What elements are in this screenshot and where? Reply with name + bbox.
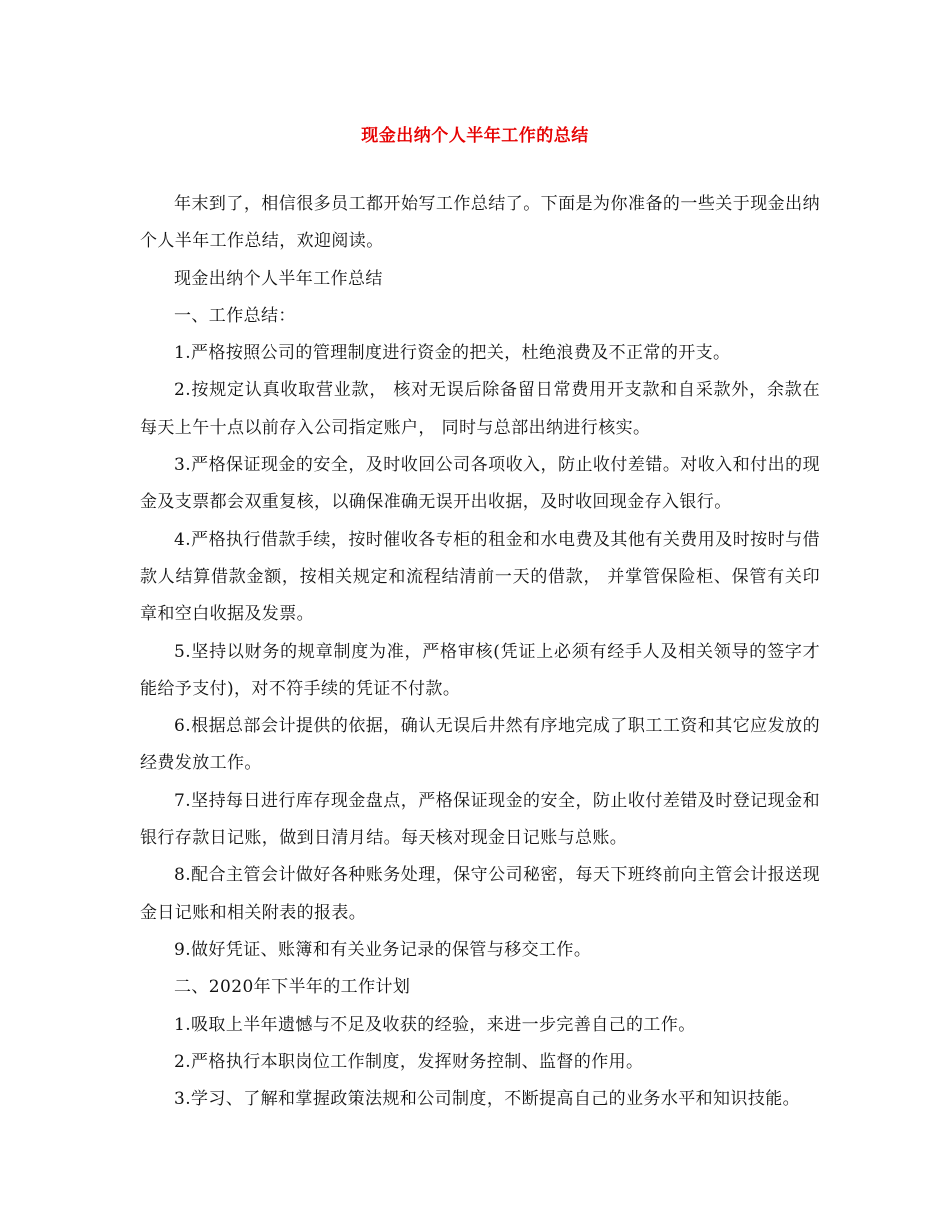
summary-item-3: 3.严格保证现金的安全，及时收回公司各项收入，防止收付差错。对收入和付出的现金及支票都会双重复核，以确保准确无误开出收据，及时收回现金存入银行。 (140, 455, 820, 513)
summary-item-7: 7.坚持每日进行库存现金盘点，严格保证现金的安全，防止收付差错及时登记现金和银行存款日记账，做到日清月结。每天核对现金日记账与总账。 (140, 790, 820, 849)
plan-item-3: 3.学习、了解和掌握政策法规和公司制度，不断提高自己的业务水平和知识技能。 (174, 1089, 801, 1110)
intro-paragraph: 年末到了，相信很多员工都开始写工作总结了。下面是为你准备的一些关于现金出纳个人半年工作总结，欢迎阅读。 (140, 194, 820, 252)
summary-item-8: 8.配合主管会计做好各种账务处理，保守公司秘密，每天下班终前向主管会计报送现金日记账和相关附表的报表。 (140, 865, 820, 923)
summary-item-1: 1.严格按照公司的管理制度进行资金的把关，杜绝浪费及不正常的开支。 (174, 343, 731, 364)
summary-item-4: 4.严格执行借款手续，按时催收各专柜的租金和水电费及其他有关费用及时按时与借款人结算借款金额，按相关规定和流程结清前一天的借款， 并掌管保险柜、保管有关印章和空白收据及发票。 (140, 529, 820, 625)
document-body (140, 186, 820, 1118)
summary-item-9: 9.做好凭证、账簿和有关业务记录的保管与移交工作。 (174, 939, 592, 960)
plan-item-1: 1.吸取上半年遗憾与不足及收获的经验，来进一步完善自己的工作。 (174, 1014, 696, 1035)
document-title: 现金出纳个人半年工作的总结 (361, 126, 589, 146)
summary-item-6: 6.根据总部会计提供的依据，确认无误后井然有序地完成了职工工资和其它应发放的经费发放工作。 (140, 716, 820, 774)
summary-item-2: 2.按规定认真收取营业款， 核对无误后除备留日常费用开支款和自采款外，余款在每天上午十点以前存入公司指定账户， 同时与总部出纳进行核实。 (140, 380, 820, 438)
summary-item-5: 5.坚持以财务的规章制度为准，严格审核(凭证上必须有经手人及相关领导的签字才能给予支付)，对不符手续的凭证不付款。 (140, 641, 820, 699)
section-heading-work-summary: 一、工作总结： (174, 305, 296, 326)
plan-item-2: 2.严格执行本职岗位工作制度，发挥财务控制、监督的作用。 (174, 1051, 644, 1072)
subtitle-paragraph: 现金出纳个人半年工作总结 (174, 268, 383, 289)
section-heading-work-plan: 二、2020年下半年的工作计划 (174, 977, 411, 998)
